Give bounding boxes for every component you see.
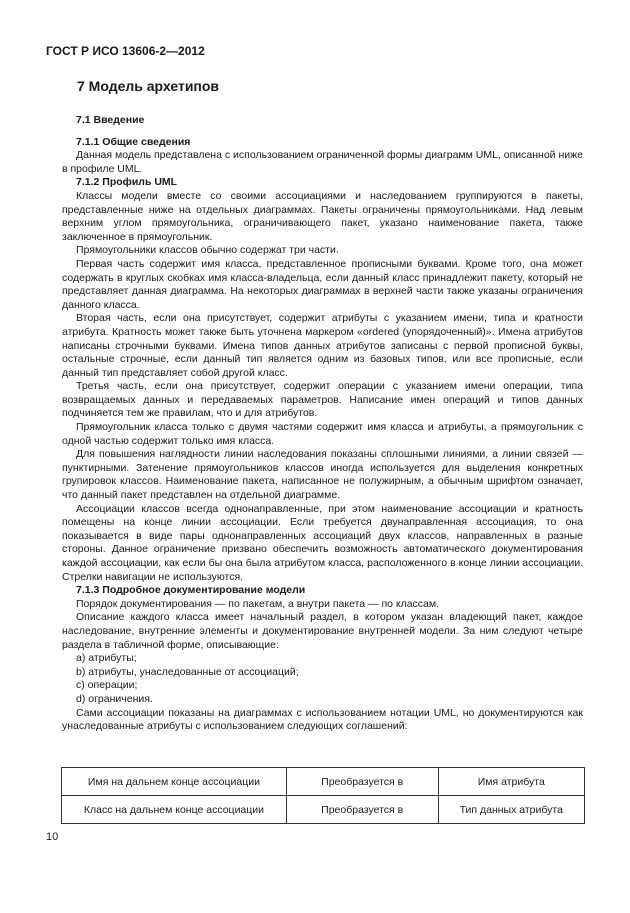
- table-cell: Имя атрибута: [438, 768, 584, 796]
- paragraph: Для повышения наглядности линии наследования показаны сплошными линиями, а линии связей — пунктирными. Затенение прямоугольников классов иногда используется для выделения конкретных групировок классов. Наименование пакета, написанное не полужирным, а обычным шрифтом означает, что данный пакет представлен на отдельной диаграмме.: [62, 448, 583, 502]
- list-item: c) операции;: [76, 679, 138, 692]
- association-mapping-table: [61, 767, 585, 824]
- paragraph: Описание каждого класса имеет начальный раздел, в котором указан владеющий пакет, каждое наследование, внутренние элементы и документирование внутренней модели. За ним следуют четыре раздела в табличной форме, описывающие:: [62, 611, 583, 651]
- paragraph: Ассоциации классов всегда однонаправленные, при этом наименование ассоциации и кратность помещены на конце линии ассоциации. Если требуется двунаправленная ассоциация, то она показывается в виде пары однонаправленных ассоциаций двух классов, направленных в разные стороны. Данное ограничение призвано обеспечить возможность автоматического документирования каждой ассоциации, как если бы она была атрибутом класса, расположенного в конце линии ассоциации. Стрелки навигации не используются.: [62, 502, 583, 583]
- paragraph: Вторая часть, если она присутствует, содержит атрибуты с указанием имени, типа и кратности атрибута. Кратность может также быть уточнена маркером «ordered (упорядоченный)». Имена атрибутов написаны строчными буквами. Имена типов данных атрибутов записаны с первой прописной буквы, остальные строчные, если данный тип является одним из базовых типов, или все прописные, если данный тип представляет собой другой класс.: [62, 312, 583, 379]
- paragraph: Классы модели вместе со своими ассоциациями и наследованием группируются в пакеты, представленные ниже на отдельных диаграммах. Пакеты ограничены прямоугольниками. Над левым верхним углом прямоугольника, ограничивающего пакет, указано наименование пакета, также заключенное в прямоугольник.: [62, 189, 583, 243]
- table-cell: Тип данных атрибута: [438, 796, 584, 824]
- paragraph: Прямоугольник класса только с двумя частями содержит имя класса и атрибуты, а прямоугольник с одной частью содержит только имя класса.: [62, 421, 583, 447]
- table-row: [62, 768, 585, 796]
- document-body: [62, 114, 583, 734]
- paragraph: Третья часть, если она присутствует, содержит операции с указанием имени операции, типа возвращаемых данных и передаваемых параметров. Написание имен операций и типов данных подчиняется тем же правилам, что и для атрибутов.: [62, 380, 583, 420]
- list-item: d) ограничения.: [76, 692, 153, 705]
- heading-7-1-2: 7.1.2 Профиль UML: [76, 176, 178, 189]
- page-number: 10: [46, 831, 59, 843]
- heading-7-1-1: 7.1.1 Общие сведения: [76, 135, 191, 148]
- table-row: [62, 796, 585, 824]
- table-cell: Преобразуется в: [286, 796, 438, 824]
- paragraph: Сами ассоциации показаны на диаграммах с использованием нотации UML, но документируются как унаследованные атрибуты с использованием следующих соглашений:: [62, 706, 583, 733]
- section-title: 7 Модель архетипов: [77, 78, 220, 94]
- table-cell: Класс на дальнем конце ассоциации: [62, 796, 287, 824]
- heading-7-1-3: 7.1.3 Подробное документирование модели: [76, 584, 306, 597]
- list-item: a) атрибуты;: [76, 652, 137, 665]
- table-cell: Имя на дальнем конце ассоциации: [62, 768, 287, 796]
- paragraph: Прямоугольники классов обычно содержат три части.: [76, 244, 339, 257]
- document-header: ГОСТ Р ИСО 13606-2—2012: [46, 44, 205, 58]
- paragraph: Первая часть содержит имя класса, представленное прописными буквами. Кроме того, она может содержать в круглых скобках имя класса-владельца, если данный класс принадлежит пакету, который не представляет данная диаграмма. На некоторых диаграммах в верхней части также указаны ограничения данного класса.: [62, 257, 583, 311]
- table-cell: Преобразуется в: [286, 768, 438, 796]
- paragraph: Данная модель представлена с использованием ограниченной формы диаграмм UML, описанной ниже в профиле UML.: [62, 149, 583, 175]
- paragraph: Порядок документирования — по пакетам, а внутри пакета — по классам.: [76, 597, 440, 610]
- list-item: b) атрибуты, унаследованные от ассоциаций;: [76, 665, 299, 678]
- heading-7-1: 7.1 Введение: [76, 114, 145, 126]
